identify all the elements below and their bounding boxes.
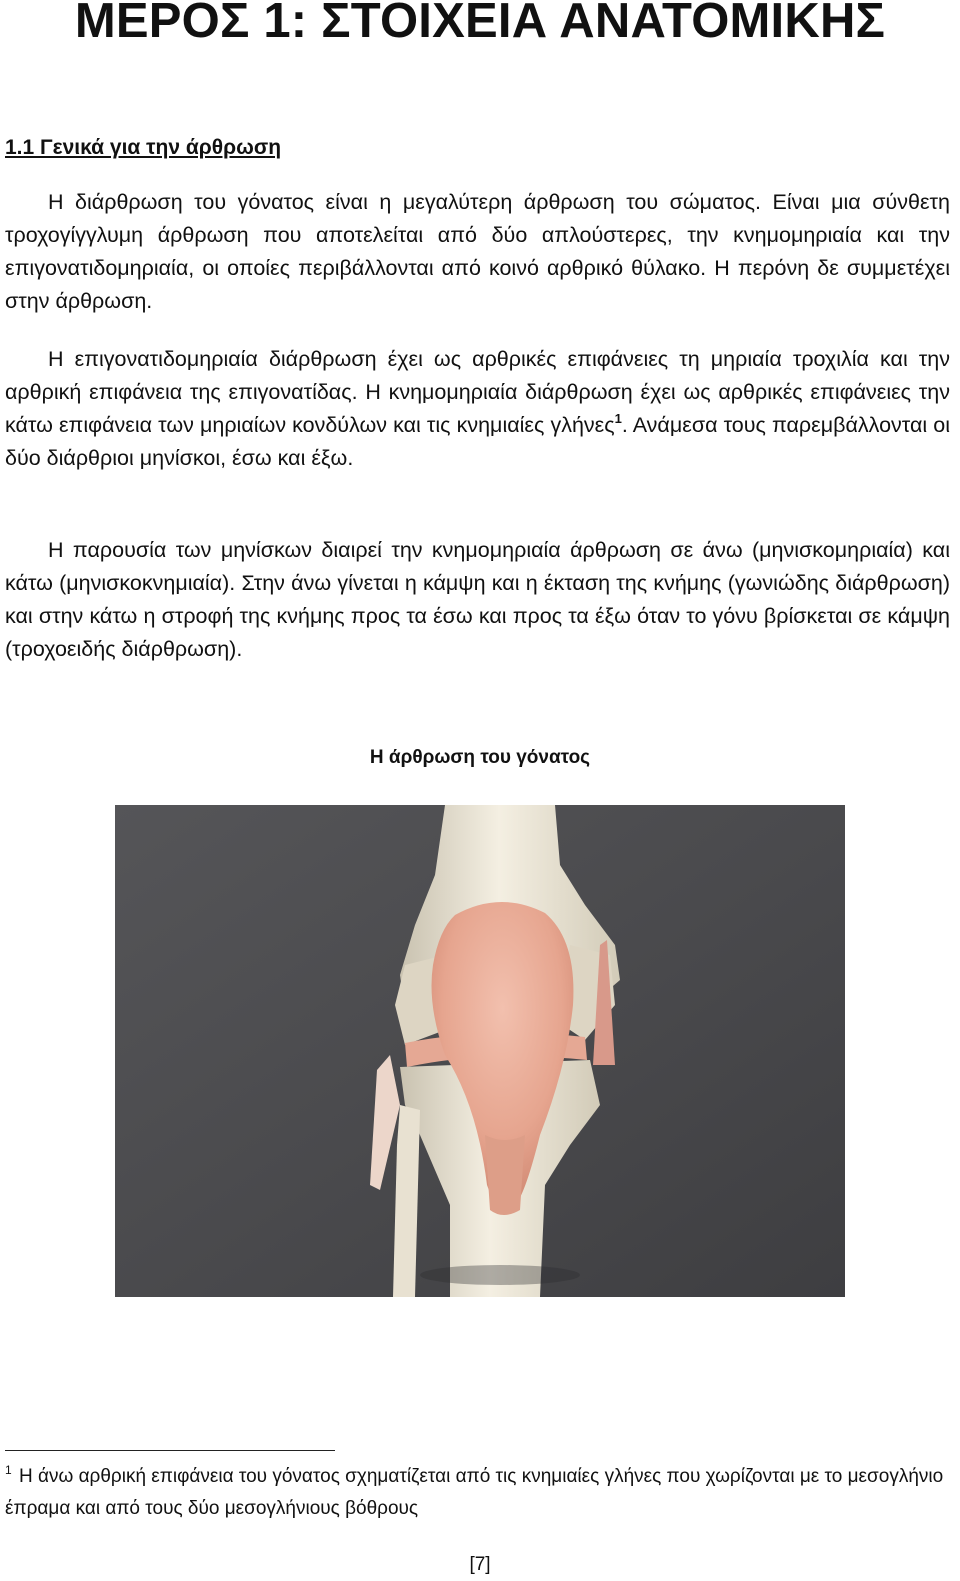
knee-joint-photo: [115, 805, 845, 1297]
paragraph-1: Η διάρθρωση του γόνατος είναι η μεγαλύτερη άρθρωση του σώματος. Είναι μια σύνθετη τροχογίγγλυμη άρθρωση που αποτελείται από δύο απλούστερες, την κνημομηριαία και την επιγονατιδομηριαία, οι οποίες περιβάλλονται από κοινό αρθρικό θύλακο. Η περόνη δε συμμετέχει στην άρθρωση.: [5, 190, 950, 313]
paragraph-3: Η παρουσία των μηνίσκων διαιρεί την κνημομηριαία άρθρωση σε άνω (μηνισκομηριαία) και κάτω (μηνισκοκνημιαία). Στην άνω γίνεται η κάμψη και η έκταση της κνήμης (γωνιώδης διάρθρωση) και στην κάτω η στροφή της κνήμης προς τα έσω και προς τα έξω όταν το γόνυ βρίσκεται σε κάμψη (τροχοειδής διάρθρωση).: [5, 538, 950, 661]
footnote-text: Η άνω αρθρική επιφάνεια του γόνατος σχηματίζεται από τις κνημιαίες γλήνες που χωρίζονται με το μεσογλήνιο έπραμα και από τους δύο μεσογλήνιους βόθρους: [5, 1466, 944, 1519]
footnote: [5, 1461, 955, 1525]
footnote-reference[interactable]: 1: [614, 411, 622, 426]
patellar-tendon: [485, 1135, 525, 1215]
paragraph-2: [5, 343, 950, 475]
figure-caption: Η άρθρωση του γόνατος: [369, 747, 591, 768]
footnote-marker: 1: [5, 1463, 12, 1477]
paragraph-2-text-start: Η επιγονατιδομηριαία διάρθρωση έχει ως αρθρικές επιφάνειες τη μηριαία τροχιλία και την αρθρική επιφάνεια της επιγονατίδας. Η κνημομηριαία διάρθρωση έχει ως αρθρικές επιφάνειες την κάτω επιφάνεια των μηριαίων κονδύλων και τις κνημιαίες γλήνες: [5, 347, 950, 437]
page-title: ΜΕΡΟΣ 1: ΣΤΟΙΧΕΙΑ ΑΝΑΤΟΜΙΚΗΣ: [74, 0, 886, 48]
stand-shadow: [420, 1265, 580, 1285]
footnote-separator: [5, 1450, 335, 1451]
paragraph-2-text-end: . Ανάμεσα τους παρεμβάλλονται οι δύο διάρθριοι μηνίσκοι, έσω και έξω.: [5, 413, 950, 470]
page-number: [7]: [469, 1554, 491, 1575]
section-heading: 1.1 Γενικά για την άρθρωση: [5, 136, 282, 159]
